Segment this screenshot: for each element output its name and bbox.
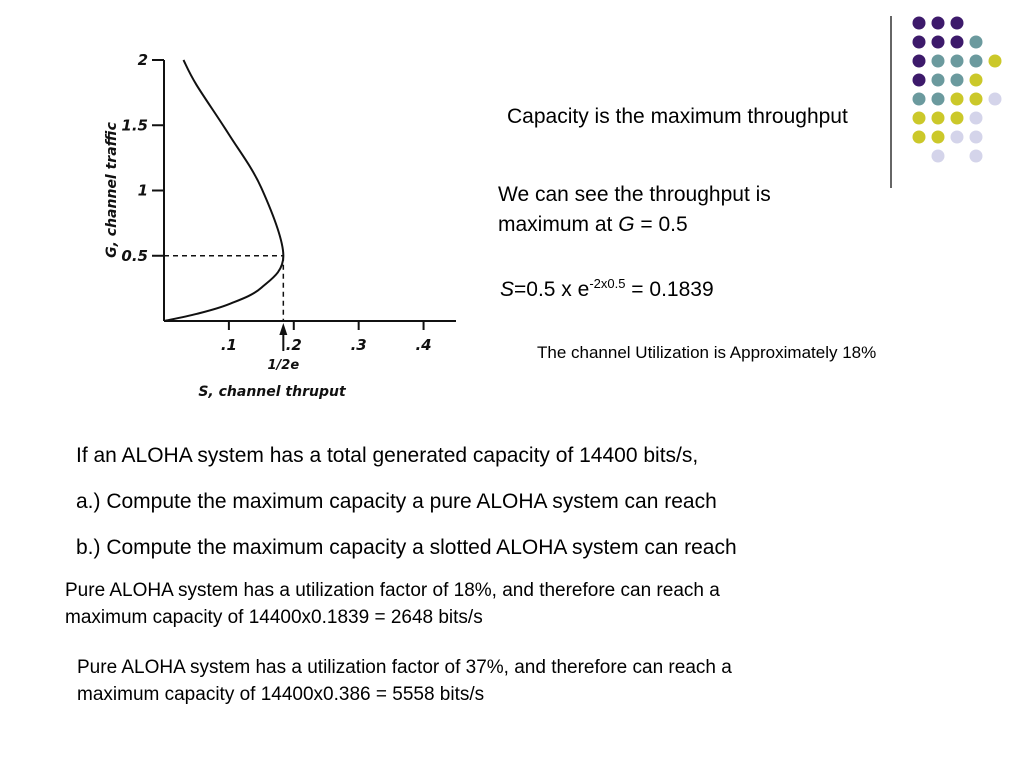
decorative-dot [989, 55, 1002, 68]
decorative-dot [913, 74, 926, 87]
x-tick-label: .3 [350, 336, 367, 354]
decorative-dot [951, 131, 964, 144]
decorative-dot [932, 74, 945, 87]
decorative-dot [970, 55, 983, 68]
y-tick-label: 0.5 [121, 246, 148, 265]
decorative-dot [913, 36, 926, 49]
decorative-dot [970, 36, 983, 49]
x-axis-label: S, channel thruput [198, 384, 346, 400]
decorative-dot [932, 150, 945, 163]
decorative-dot [970, 112, 983, 125]
y-tick-label: 2 [137, 51, 148, 69]
s-variable: S [500, 278, 515, 301]
decorative-dot [970, 93, 983, 106]
g-variable: G [618, 213, 635, 236]
x-tick-label: .4 [415, 336, 432, 354]
utilization-note: The channel Utilization is Approximately 18% [537, 343, 877, 362]
decorative-dot [932, 93, 945, 106]
max-throughput-note [498, 180, 771, 240]
decorative-dot [970, 74, 983, 87]
peak-label: 1/2e [267, 358, 300, 373]
decorative-dot [932, 17, 945, 30]
capacity-note: Capacity is the maximum throughput [507, 105, 848, 128]
question-intro: If an ALOHA system has a total generated capacity of 14400 bits/s, [76, 444, 699, 467]
decorative-dot [932, 131, 945, 144]
y-tick-label: 1 [137, 181, 148, 200]
decorative-dot [951, 55, 964, 68]
decorative-dot [913, 17, 926, 30]
question-b: b.) Compute the maximum capacity a slotted ALOHA system can reach [76, 536, 737, 559]
decorative-dot [913, 131, 926, 144]
answer-pure-aloha: Pure ALOHA system has a utilization factor of 18%, and therefore can reach a maximum capacity of 14400x0.1839 = 2648 bits/s [65, 580, 720, 628]
decorative-dot [951, 17, 964, 30]
decorative-dot [951, 36, 964, 49]
decorative-divider [890, 16, 892, 188]
decorative-dot [932, 112, 945, 125]
x-tick-label: .2 [285, 336, 302, 354]
formula: S=0.5 x $e^{-2x0.5} = 0.1839$ [500, 276, 714, 301]
max-throughput-line2: maximum at G = 0.5 [498, 213, 688, 236]
max-throughput-line1: We can see the throughput is [498, 183, 771, 206]
decorative-dot [913, 55, 926, 68]
y-axis-label: G, channel traffic [104, 122, 120, 258]
y-tick-label: 1.5 [121, 116, 148, 135]
question-a: a.) Compute the maximum capacity a pure ALOHA system can reach [76, 490, 717, 513]
decorative-dot [970, 131, 983, 144]
decorative-dot [932, 55, 945, 68]
question-block [76, 433, 737, 571]
exponent: -2x0.5 [589, 276, 626, 291]
decorative-dot [951, 93, 964, 106]
x-tick-label: .1 [220, 336, 237, 354]
answer-slotted-aloha: Pure ALOHA system has a utilization factor of 37%, and therefore can reach a maximum capacity of 14400x0.386 = 5558 bits/s [77, 657, 732, 705]
decorative-dot [951, 74, 964, 87]
decorative-dot [989, 93, 1002, 106]
decorative-dot [951, 112, 964, 125]
decorative-dot [913, 112, 926, 125]
aloha-throughput-chart [100, 40, 470, 410]
decorative-dot [970, 150, 983, 163]
throughput-curve [164, 60, 283, 321]
decorative-dot [913, 93, 926, 106]
decorative-dot [932, 36, 945, 49]
